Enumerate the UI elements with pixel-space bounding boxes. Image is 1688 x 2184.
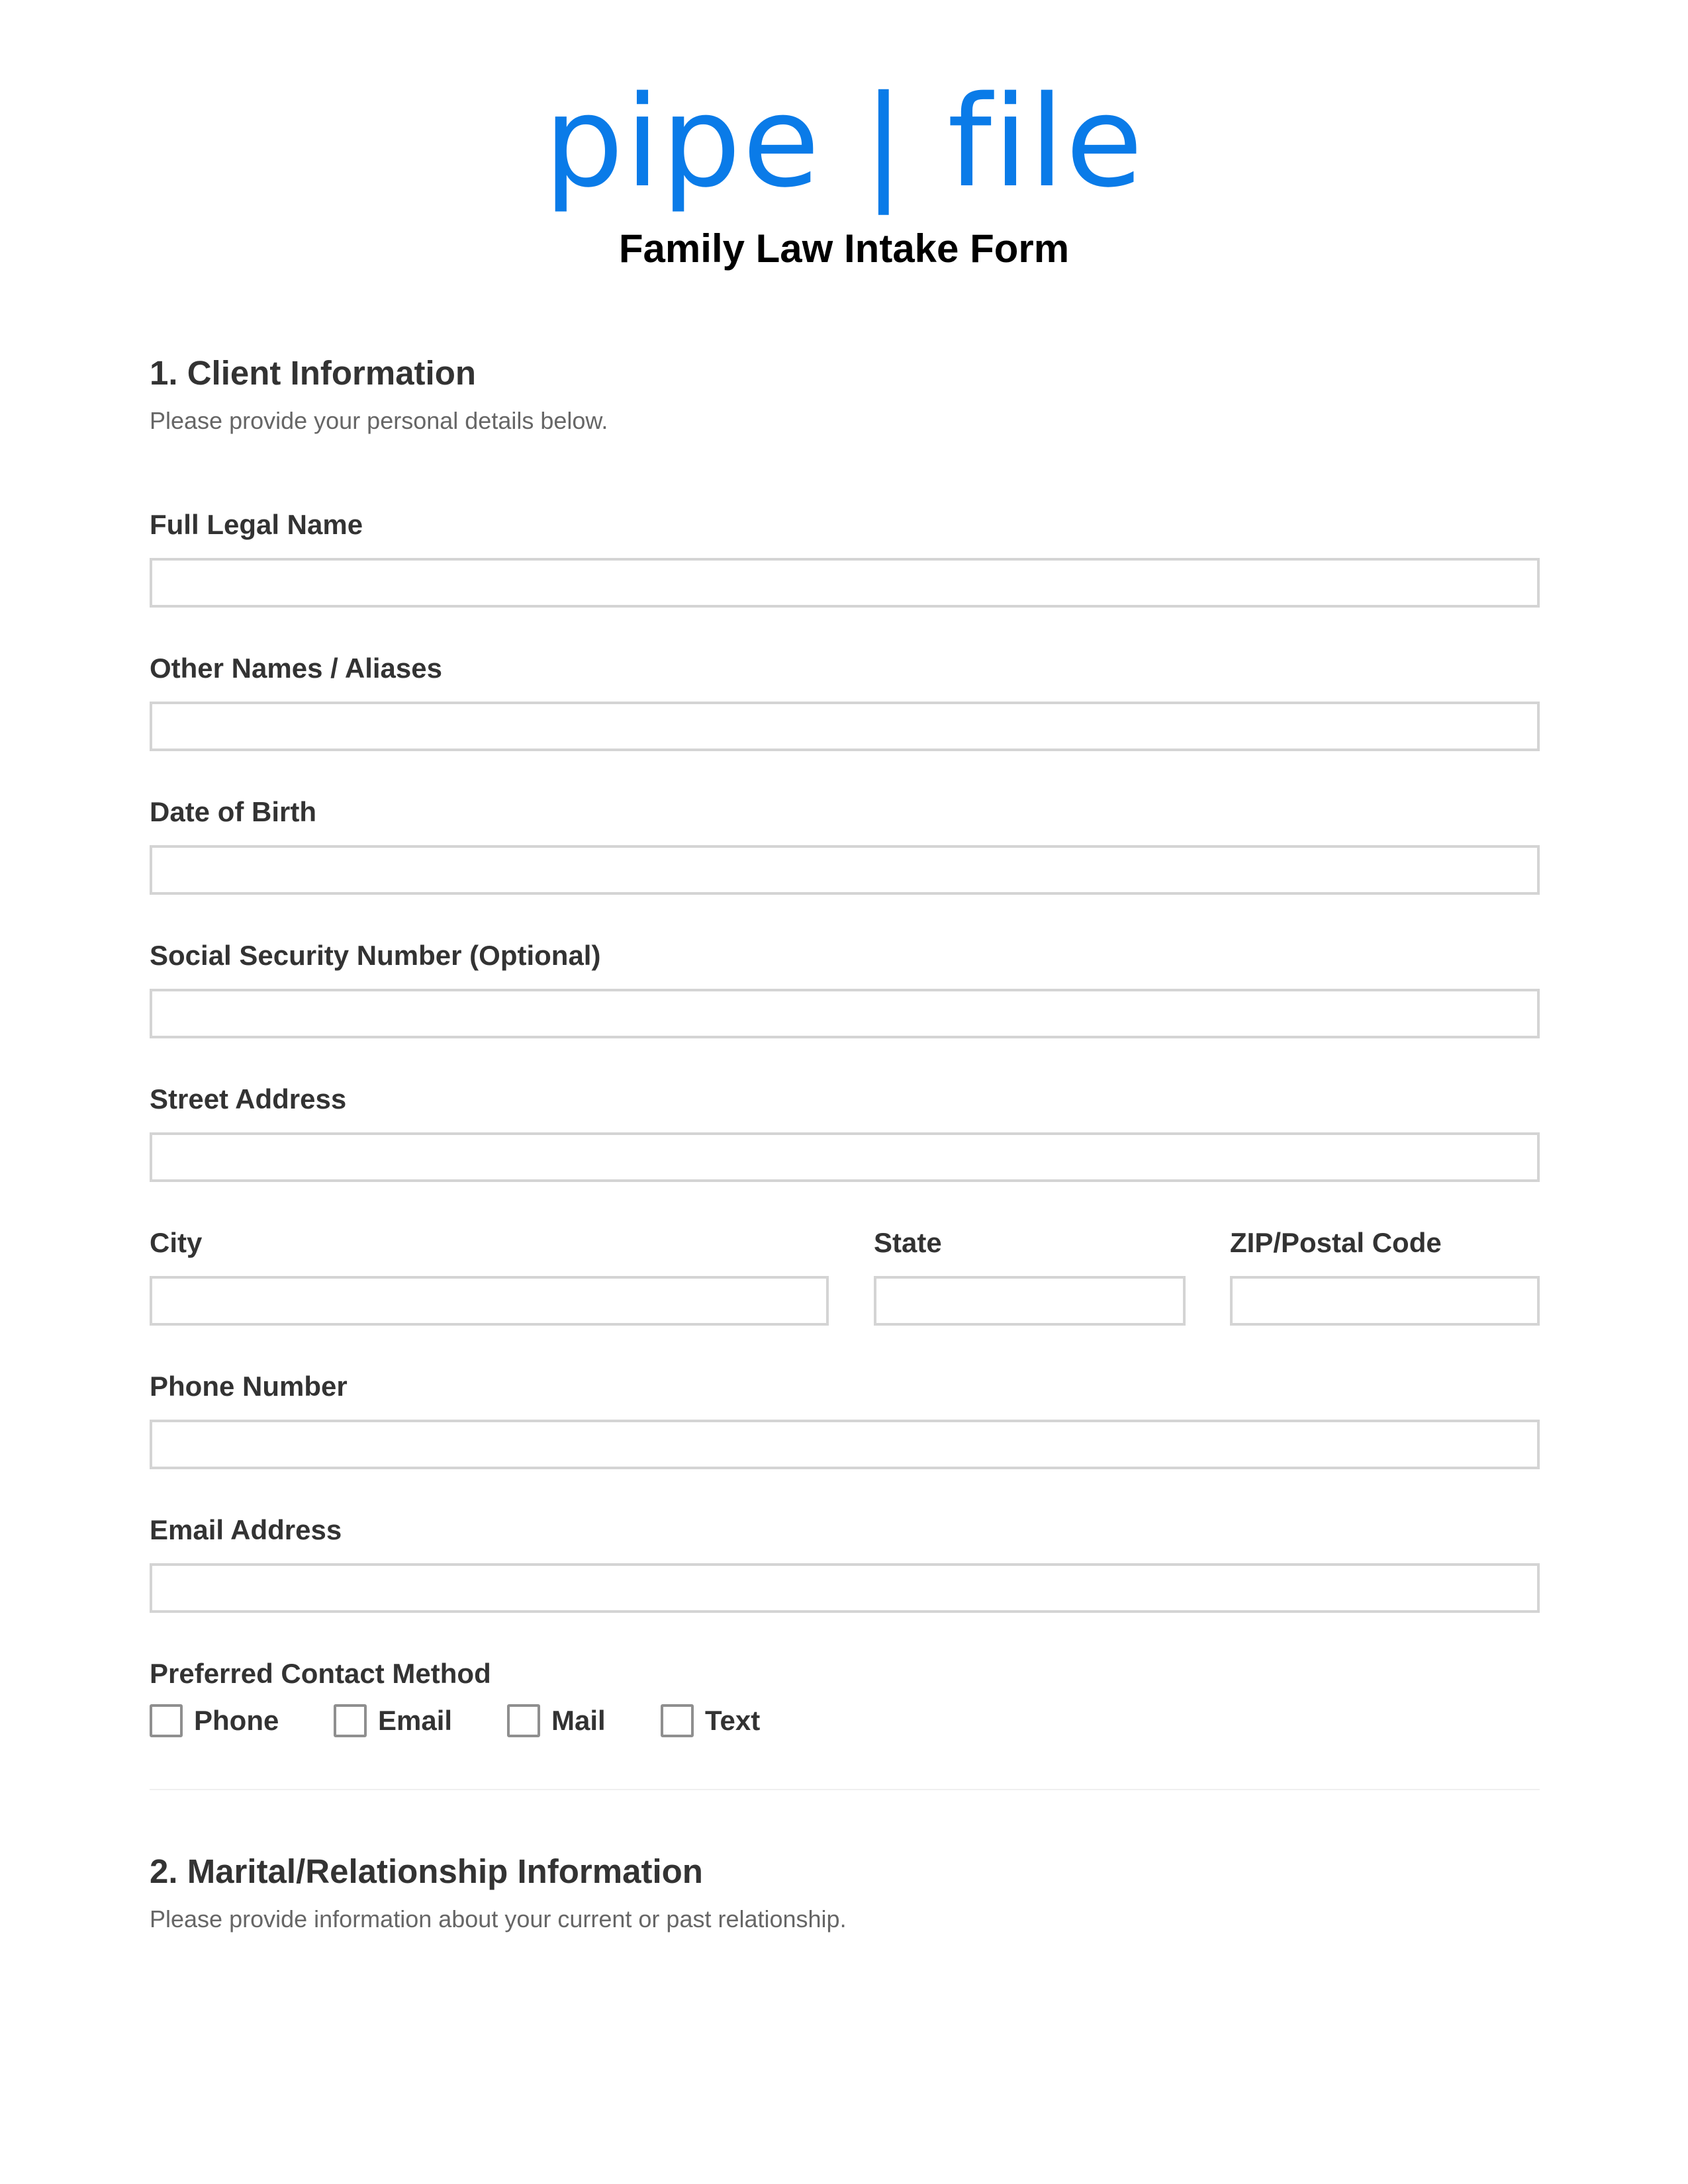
other-names-input[interactable] [150,702,1540,751]
city-label: City [150,1227,203,1258]
phone-number-input[interactable] [150,1420,1540,1469]
phone-number-label: Phone Number [150,1371,348,1402]
phone-option-label: Phone [194,1705,279,1736]
email-address-label: Email Address [150,1514,342,1545]
city-input[interactable] [150,1276,829,1326]
mail-checkbox[interactable] [507,1704,540,1737]
section-title-client-information: 1. Client Information [150,354,477,392]
text-option-label: Text [705,1705,761,1736]
state-input[interactable] [874,1276,1186,1326]
street-address-label: Street Address [150,1083,347,1115]
email-option-label: Email [378,1705,453,1736]
other-names-label: Other Names / Aliases [150,653,442,684]
section-description-marital-information: Please provide information about your current or past relationship. [150,1905,847,1933]
section-title-marital-information: 2. Marital/Relationship Information [150,1852,703,1890]
full-legal-name-label: Full Legal Name [150,509,363,540]
form-title: Family Law Intake Form [618,226,1070,271]
full-legal-name-input[interactable] [150,558,1540,608]
date-of-birth-label: Date of Birth [150,796,316,827]
street-address-input[interactable] [150,1132,1540,1182]
email-address-input[interactable] [150,1563,1540,1613]
zip-label: ZIP/Postal Code [1230,1227,1442,1258]
zip-input[interactable] [1230,1276,1540,1326]
ssn-label: Social Security Number (Optional) [150,940,601,971]
email-checkbox[interactable] [334,1704,367,1737]
phone-checkbox[interactable] [150,1704,183,1737]
section-divider [150,1789,1540,1790]
text-checkbox[interactable] [661,1704,694,1737]
state-label: State [874,1227,942,1258]
preferred-contact-method-label: Preferred Contact Method [150,1658,491,1689]
section-description-client-information: Please provide your personal details below. [150,407,608,434]
date-of-birth-input[interactable] [150,845,1540,895]
pipe-file-logo: pipe | file [543,69,1145,215]
mail-option-label: Mail [551,1705,606,1736]
ssn-input[interactable] [150,989,1540,1038]
